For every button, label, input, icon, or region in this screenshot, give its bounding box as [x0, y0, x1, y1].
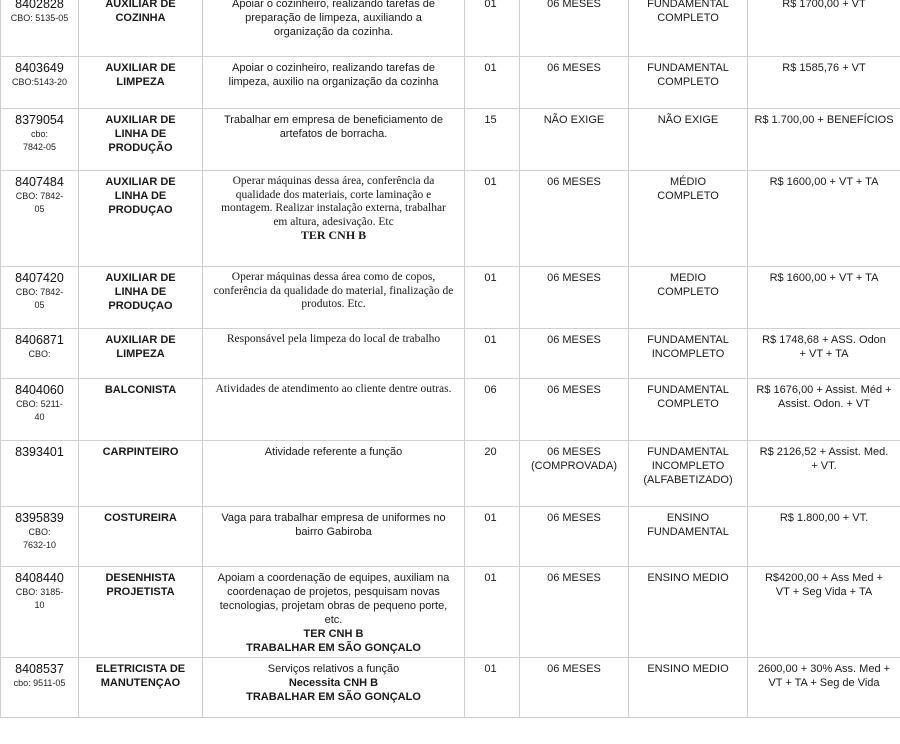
job-description: Atividades de atendimento ao cliente dentre outras. [215, 383, 452, 395]
job-title: AUXILIAR DE LIMPEZA [105, 334, 176, 360]
job-description: Apoiar o cozinheiro, realizando tarefas de limpeza, auxilio na organização da cozinha [228, 62, 439, 88]
description-cell [203, 379, 465, 441]
vacancy-quantity: 01 [484, 0, 497, 10]
table-row [1, 171, 900, 267]
experience-cell [520, 0, 629, 57]
cbo-code: cbo: 7842-05 [22, 129, 57, 152]
vacancy-code: 8404060 [15, 383, 64, 397]
required-education: FUNDAMENTAL INCOMPLETO (ALFABETIZADO) [643, 446, 733, 486]
vacancy-quantity: 01 [484, 512, 497, 524]
job-description: Vaga para trabalhar empresa de uniformes no bairro Gabiroba [221, 512, 446, 538]
salary-benefits: R$ 1585,76 + VT [782, 62, 866, 74]
required-experience: 06 MESES [547, 384, 601, 396]
vacancy-code: 8408537 [15, 662, 64, 676]
salary-cell [748, 171, 900, 267]
education-cell [629, 567, 748, 658]
code-cell [1, 109, 79, 171]
experience-cell [520, 329, 629, 379]
code-cell [1, 57, 79, 109]
vacancy-code: 8403649 [15, 61, 64, 75]
experience-cell [520, 441, 629, 507]
description-cell [203, 658, 465, 718]
code-cell [1, 329, 79, 379]
cbo-code: CBO: 5135-05 [10, 13, 69, 23]
description-cell [203, 57, 465, 109]
required-experience: 06 MESES [547, 176, 601, 188]
experience-cell [520, 379, 629, 441]
table-row [1, 329, 900, 379]
education-cell [629, 171, 748, 267]
experience-cell [520, 658, 629, 718]
description-cell [203, 109, 465, 171]
cbo-code: CBO: 3185-10 [15, 587, 64, 610]
education-cell [629, 267, 748, 329]
experience-cell [520, 567, 629, 658]
salary-cell [748, 109, 900, 171]
table-row [1, 267, 900, 329]
education-cell [629, 441, 748, 507]
salary-benefits: R$ 2126,52 + Assist. Med. + VT. [759, 446, 889, 472]
vacancy-quantity: 06 [484, 384, 497, 396]
required-education: ENSINO FUNDAMENTAL [647, 512, 729, 538]
description-cell [203, 441, 465, 507]
code-cell [1, 379, 79, 441]
vacancy-code: 8395839 [15, 511, 64, 525]
experience-cell [520, 171, 629, 267]
title-cell [79, 567, 203, 658]
quantity-cell [465, 109, 520, 171]
table-row [1, 57, 900, 109]
job-location-note: TRABALHAR EM SÃO GONÇALO [246, 642, 421, 654]
salary-cell [748, 379, 900, 441]
cbo-code: CBO: 7632-10 [22, 527, 57, 550]
quantity-cell [465, 171, 520, 267]
job-description: Serviços relativos a função [267, 663, 400, 675]
salary-cell [748, 57, 900, 109]
vacancy-code: 8379054 [15, 113, 64, 127]
job-title: CARPINTEIRO [102, 446, 179, 458]
required-education: NÃO EXIGE [657, 114, 719, 126]
vacancy-code: 8407484 [15, 175, 64, 189]
cbo-code: CBO: 5211-40 [16, 399, 63, 422]
job-title: DESENHISTA PROJETISTA [105, 572, 176, 598]
vacancy-quantity: 01 [484, 334, 497, 346]
salary-cell [748, 658, 900, 718]
title-cell [79, 109, 203, 171]
quantity-cell [465, 267, 520, 329]
table-row [1, 0, 900, 57]
quantity-cell [465, 379, 520, 441]
table-row [1, 507, 900, 567]
education-cell [629, 57, 748, 109]
title-cell [79, 507, 203, 567]
table-row [1, 109, 900, 171]
salary-benefits: R$ 1.800,00 + VT. [779, 512, 869, 524]
description-cell [203, 507, 465, 567]
code-cell [1, 0, 79, 57]
title-cell [79, 267, 203, 329]
description-cell [203, 329, 465, 379]
salary-benefits: R$ 1600,00 + VT + TA [769, 272, 879, 284]
job-requirement: TER CNH B [300, 228, 367, 242]
quantity-cell [465, 507, 520, 567]
quantity-cell [465, 441, 520, 507]
cbo-code: CBO: 7842-05 [15, 287, 64, 310]
code-cell [1, 267, 79, 329]
job-title: AUXILIAR DE LINHA DE PRODUÇAO [105, 176, 176, 216]
quantity-cell [465, 567, 520, 658]
title-cell [79, 0, 203, 57]
required-education: ENSINO MEDIO [647, 663, 729, 675]
title-cell [79, 329, 203, 379]
required-education: MEDIO COMPLETO [657, 272, 719, 298]
education-cell [629, 379, 748, 441]
salary-cell [748, 267, 900, 329]
salary-benefits: R$ 1748,68 + ASS. Odon + VT + TA [762, 334, 886, 360]
job-title: AUXILIAR DE LINHA DE PRODUÇAO [105, 272, 176, 312]
required-experience: 06 MESES [547, 62, 601, 74]
job-requirement: TER CNH B [303, 628, 364, 640]
experience-cell [520, 267, 629, 329]
salary-cell [748, 507, 900, 567]
code-cell [1, 658, 79, 718]
title-cell [79, 441, 203, 507]
cbo-code: CBO: [28, 349, 51, 359]
code-cell [1, 567, 79, 658]
quantity-cell [465, 57, 520, 109]
description-cell [203, 0, 465, 57]
required-education: FUNDAMENTAL COMPLETO [647, 0, 729, 24]
required-experience: NÃO EXIGE [543, 114, 605, 126]
job-description: Responsável pela limpeza do local de trabalho [226, 333, 441, 345]
title-cell [79, 57, 203, 109]
required-experience: 06 MESES [547, 272, 601, 284]
job-description: Atividade referente a função [264, 446, 403, 458]
required-experience: 06 MESES [547, 572, 601, 584]
job-title: AUXILIAR DE LINHA DE PRODUÇÃO [105, 114, 176, 154]
experience-cell [520, 109, 629, 171]
salary-cell [748, 441, 900, 507]
required-experience: 06 MESES [547, 0, 601, 10]
title-cell [79, 379, 203, 441]
required-education: ENSINO MEDIO [647, 572, 729, 584]
vacancy-quantity: 15 [484, 114, 497, 126]
job-description: Apoiar o cozinheiro, realizando tarefas de preparação de limpeza, auxiliando a organização da cozinha. [231, 0, 435, 38]
table-row [1, 379, 900, 441]
salary-benefits: R$4200,00 + Ass Med + VT + Seg Vida + TA [764, 572, 884, 598]
cbo-code: CBO:5143-20 [11, 77, 68, 87]
salary-benefits: R$ 1700,00 + VT [782, 0, 866, 10]
required-experience: 06 MESES (COMPROVADA) [531, 446, 617, 472]
job-title: ELETRICISTA DE MANUTENÇAO [95, 663, 186, 689]
code-cell [1, 441, 79, 507]
education-cell [629, 0, 748, 57]
code-cell [1, 507, 79, 567]
education-cell [629, 109, 748, 171]
vacancy-quantity: 01 [484, 663, 497, 675]
job-title: COSTUREIRA [104, 512, 177, 524]
description-cell [203, 171, 465, 267]
salary-benefits: 2600,00 + 30% Ass. Med + VT + TA + Seg de Vida [757, 663, 891, 689]
title-cell [79, 171, 203, 267]
vacancy-code: 8406871 [15, 333, 64, 347]
vacancy-quantity: 01 [484, 572, 497, 584]
title-cell [79, 658, 203, 718]
description-cell [203, 267, 465, 329]
vacancy-code: 8408440 [15, 571, 64, 585]
experience-cell [520, 57, 629, 109]
vacancy-quantity: 01 [484, 62, 497, 74]
job-description: Apoiam a coordenação de equipes, auxiliam na coordenaçao de projetos, pesquisam novas tecnologias, projetam obras de pequeno porte, etc. [217, 572, 450, 626]
table-row [1, 567, 900, 658]
vacancy-quantity: 01 [484, 272, 497, 284]
required-education: FUNDAMENTAL COMPLETO [647, 384, 729, 410]
quantity-cell [465, 0, 520, 57]
education-cell [629, 329, 748, 379]
job-description: Operar máquinas dessa área como de copos, conferência da qualidade do material, finalização de produtos. Etc. [213, 271, 454, 310]
vacancy-code: 8402828 [15, 0, 64, 11]
quantity-cell [465, 329, 520, 379]
required-experience: 06 MESES [547, 512, 601, 524]
cbo-code: CBO: 7842-05 [15, 191, 64, 214]
education-cell [629, 658, 748, 718]
description-cell [203, 567, 465, 658]
cbo-code: cbo: 9511-05 [13, 678, 66, 688]
required-experience: 06 MESES [547, 663, 601, 675]
salary-cell [748, 0, 900, 57]
code-cell [1, 171, 79, 267]
job-location-note: TRABALHAR EM SÃO GONÇALO [246, 691, 421, 703]
job-title: AUXILIAR DE COZINHA [105, 0, 176, 24]
vacancy-quantity: 01 [484, 176, 497, 188]
education-cell [629, 507, 748, 567]
job-description: Operar máquinas dessa área, conferência da qualidade dos materiais, corte laminação e montagem. Realizar instalação externa, trabalhar em altura, adesivação. Etc [221, 175, 446, 228]
required-education: FUNDAMENTAL INCOMPLETO [647, 334, 729, 360]
job-title: AUXILIAR DE LIMPEZA [105, 62, 176, 88]
table-row [1, 658, 900, 718]
vacancy-code: 8393401 [15, 445, 64, 459]
vacancy-quantity: 20 [484, 446, 497, 458]
required-education: MÉDIO COMPLETO [657, 176, 719, 202]
table-row [1, 441, 900, 507]
quantity-cell [465, 658, 520, 718]
salary-cell [748, 567, 900, 658]
salary-cell [748, 329, 900, 379]
required-experience: 06 MESES [547, 334, 601, 346]
required-education: FUNDAMENTAL COMPLETO [647, 62, 729, 88]
experience-cell [520, 507, 629, 567]
salary-benefits: R$ 1600,00 + VT + TA [769, 176, 879, 188]
salary-benefits: R$ 1.700,00 + BENEFÍCIOS [754, 114, 894, 126]
salary-benefits: R$ 1676,00 + Assist. Méd + Assist. Odon. + VT [756, 384, 892, 410]
job-title: BALCONISTA [104, 384, 177, 396]
vacancy-code: 8407420 [15, 271, 64, 285]
job-description: Trabalhar em empresa de beneficiamento de artefatos de borracha. [223, 114, 444, 140]
job-requirement: Necessita CNH B [288, 677, 379, 689]
